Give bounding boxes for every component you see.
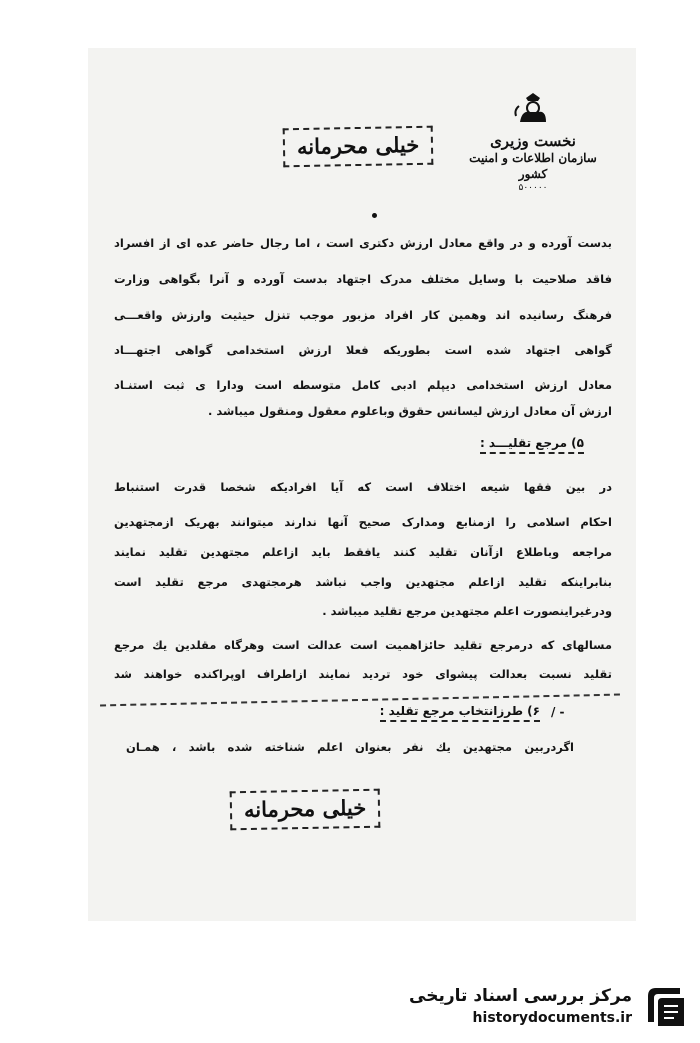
bullet-dot xyxy=(372,213,377,218)
paragraph1-line6: ارزش آن معادل ارزش لیسانس حقوق وباعلوم معقول ومنقول میباشد . xyxy=(208,404,612,418)
paragraph1-line3: فرهنگ رسانیده اند وهمین کار افراد مزبور موجب تنزل حیثیت وارزش واقعـــی xyxy=(114,308,612,322)
section5-heading xyxy=(480,436,584,450)
paragraph1-line4: گواهی اجتهاد شده است بطوریکه فعلا ارزش استخدامی گواهی اجتهـــاد xyxy=(114,343,612,357)
archive-name: مرکز بررسی اسناد تاریخی xyxy=(409,986,632,1006)
paragraph3-line2: تقلید نسبت بعدالت پیشوای خود تردید نمایند ازاطراف اوپراکنده خواهند شد xyxy=(114,667,612,681)
paragraph2-line5: ودرغیراینصورت اعلم مجتهدین مرجع تقلید میباشد . xyxy=(322,604,612,618)
paragraph4-line1: اگردربین مجتهدین یك نفر بعنوان اعلم شناخته شده باشد ، همـان xyxy=(126,740,574,754)
archive-footer xyxy=(390,980,690,1035)
document-archive-logo-icon xyxy=(640,982,690,1032)
letterhead-number: ۵۰۰۰۰۰ xyxy=(518,183,548,193)
paragraph1-line2: فاقد صلاحیت با وسایل مختلف مدرک اجتهاد بدست آورده و آنرا بگواهی وزارت xyxy=(114,272,612,286)
paragraph3-line1: مسالهای که درمرجع تقلید حائزاهمیت است عدالت است وهرگاه مقلدین یك مرجع xyxy=(114,638,612,652)
section6-title: ۶) طرزانتخاب مرجع تقلید : xyxy=(380,704,540,722)
confidential-stamp-bottom: خیلی محرمانه xyxy=(230,789,381,831)
archive-url[interactable]: historydocuments.ir xyxy=(472,1010,632,1026)
paragraph1-line1: بدست آورده و در واقع معادل ارزش دکتری است ، اما رجال حاضر عده ای از افسراد xyxy=(114,236,612,250)
letterhead-subtitle: سازمان اطلاعات و امنیت کشور xyxy=(469,151,597,181)
letterhead-title: نخست وزیری xyxy=(490,132,576,150)
section5-title: ۵) مرجع تقلیـــد : xyxy=(480,436,584,454)
paragraph2-line4: بنابراینکه تقلید ازاعلم مجتهدین واجب نباشد هرمجتهدی مرجع تقلید است xyxy=(114,575,612,589)
letterhead xyxy=(458,92,608,194)
margin-mark: / - xyxy=(551,705,565,719)
lion-and-sun-emblem-icon xyxy=(512,92,554,126)
paragraph2-line3: مراجعه وباطلاع ازآنان تقلید کنند یافقط باید ازاعلم مجتهدین تقلید نمایند xyxy=(114,545,612,559)
paragraph2-line2: احکام اسلامی را ازمنابع ومدارک صحیح آنها ندارند میتوانند بهریک ازمجتهدین xyxy=(114,515,612,529)
section6-heading xyxy=(380,704,540,718)
paragraph2-line1: در بین فقها شیعه اختلاف است که آیا افرادیکه شخصا قدرت استنباط xyxy=(114,480,612,494)
confidential-stamp-top: خیلی محرمانه xyxy=(283,126,434,168)
paragraph1-line5: معادل ارزش استخدامی دیپلم ادبی کامل متوسطه است ودارا ی ثبت استنـاد xyxy=(114,378,612,392)
